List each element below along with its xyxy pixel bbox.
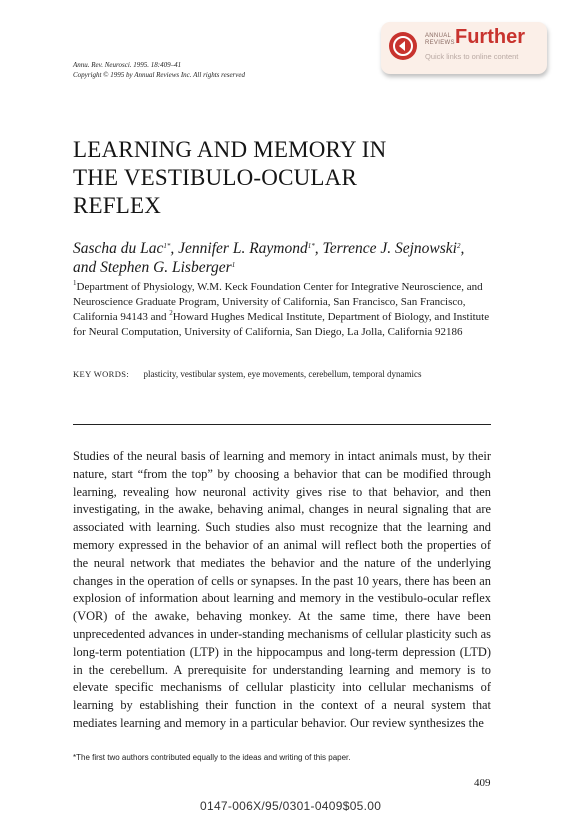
affiliation-text: Department of Physiology, W.M. Keck Foundation Center for Integrative Neuroscience, and Neuroscience Graduate Program, University of California, San Francisco, San Francisco, California 94143 and [73,281,483,323]
article-code: 0147-006X/95/0301-0409$05.00 [200,799,382,813]
title-line: REFLEX [73,193,162,218]
body-paragraph: Studies of the neural basis of learning and memory in intact animals must, by their nature, start “from the top” by choosing a behavior that can be modified through learning, revealing how neuronal activity gives rise to that behavior, and then investigating, in the awake, behaving animal, changes in neural signaling that are associated with learning. Such studies also must recognize that the learning and memory expressed in the behavior of an animal will reflect both the properties of the neural network that mediates the behavior and the nature of the underlying changes in the operation of cells or synapses. In the past 10 years, there has been an explosion of information about learning and memory in the vestibulo-ocular reflex (VOR) of the awake, behaving monkey. At the same time, there have been unprecedented advances in under-standing mechanisms of cellular plasticity such as long-term potentiation (LTP) in the hippocampus and long-term depression (LTD) in the cerebellum. A prerequisite for understanding learning and memory is to elevate specific mechanisms of cellular plasticity into cellular mechanisms of learning by establishing their function in the context of a neural system that mediates learning and memory in a particular behavior. Our review synthesizes the [73,449,491,730]
author-affiliation-mark: 1 [231,261,236,269]
article-title [73,136,493,220]
copyright-line: Copyright © 1995 by Annual Reviews Inc. All rights reserved [73,71,245,79]
author-separator: , [314,240,323,257]
author-name: Jennifer L. Raymond [178,240,308,257]
author-affiliation-mark: 1* [163,242,171,250]
author-list [73,239,503,277]
author-affiliations [73,280,498,340]
annual-reviews-further-badge[interactable] [381,22,547,74]
author-name: Sascha du Lac [73,240,164,257]
section-divider [73,424,491,425]
further-logo-icon [389,32,417,60]
title-line: THE VESTIBULO-OCULAR [73,165,358,190]
author-affiliation-mark: 1* [307,242,315,250]
keywords-text: plasticity, vestibular system, eye movements, cerebellum, temporal dynamics [143,369,422,379]
journal-citation [73,60,245,80]
title-line: LEARNING AND MEMORY IN [73,137,387,162]
affiliation-mark: 1 [73,279,77,287]
page-number: 409 [474,777,491,789]
keywords-line [73,369,422,379]
citation-line: Annu. Rev. Neurosci. 1995. 18:409–41 [73,61,182,69]
footnote: *The first two authors contributed equally to the ideas and writing of this paper. [73,753,351,762]
author-name: Terrence J. Sejnowski [322,240,457,257]
keywords-label: KEY WORDS: [73,369,130,379]
further-brand: Further [455,26,525,48]
affiliation-mark: 2 [169,309,173,317]
author-separator: , [460,240,465,257]
author-separator: , [170,240,179,257]
author-name: and Stephen G. Lisberger [73,259,232,276]
further-tagline: Quick links to online content [425,52,519,61]
author-affiliation-mark: 2 [456,242,461,250]
annual-reviews-wordmark: ANNUAL REVIEWS [425,33,455,46]
affiliation-text: Howard Hughes Medical Institute, Department of Biology, and Institute for Neural Computation, University of California, San Diego, La Jolla, California 92186 [73,311,490,338]
